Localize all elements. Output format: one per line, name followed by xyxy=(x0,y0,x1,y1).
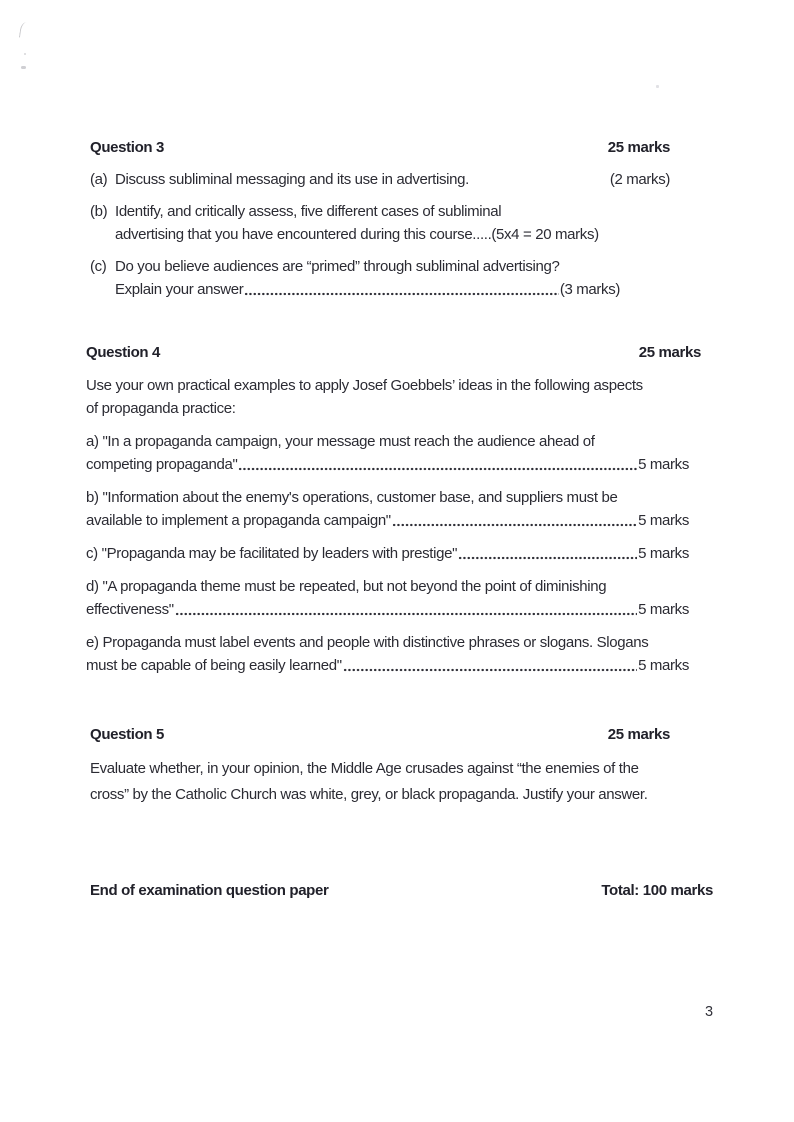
item-a-marks: (2 marks) xyxy=(609,171,670,188)
question-4-total-marks: 25 marks xyxy=(638,344,701,361)
item-b-label: (b) xyxy=(90,203,108,220)
item-c-line-1 xyxy=(86,542,689,565)
item-d-marks: 5 marks xyxy=(638,601,689,618)
item-a-marks: 5 marks xyxy=(638,456,689,473)
item-b-tail: available to implement a propaganda campaign" xyxy=(86,512,391,529)
item-b-line-2: advertising that you have encountered during this course.....(5x4 = 20 marks) xyxy=(115,226,599,243)
item-d-line-2 xyxy=(86,598,689,621)
total-marks-label: Total: 100 marks xyxy=(601,882,713,899)
item-c-line-1: Do you believe audiences are “primed” through subliminal advertising? xyxy=(115,258,560,275)
item-c-marks: (3 marks) xyxy=(559,281,620,298)
item-d-line-1: d) "A propaganda theme must be repeated, but not beyond the point of diminishing xyxy=(86,578,607,595)
item-a-line-1: a) "In a propaganda campaign, your message must reach the audience ahead of xyxy=(86,433,595,450)
q5-line-2: cross” by the Catholic Church was white, grey, or black propaganda. Justify your answer. xyxy=(90,786,648,803)
question-5-title: Question 5 xyxy=(90,726,165,743)
question-4-title: Question 4 xyxy=(86,344,161,361)
item-b-line-1: Identify, and critically assess, five different cases of subliminal xyxy=(115,203,502,220)
question-4-item-d xyxy=(86,575,689,621)
question-3-total-marks: 25 marks xyxy=(607,139,670,156)
question-3-title: Question 3 xyxy=(90,139,165,156)
question-4-item-b xyxy=(86,486,689,532)
item-a-label: (a) xyxy=(90,171,108,188)
question-4-header xyxy=(86,341,701,364)
item-e-marks: 5 marks xyxy=(638,657,689,674)
q5-line-1: Evaluate whether, in your opinion, the Middle Age crusades against “the enemies of the xyxy=(90,760,639,777)
intro-line-1: Use your own practical examples to apply Josef Goebbels’ ideas in the following aspects xyxy=(86,377,643,394)
dot-leader xyxy=(458,542,637,565)
footer xyxy=(90,879,713,902)
item-e-line-1: e) Propaganda must label events and people with distinctive phrases or slogans. Slogans xyxy=(86,634,649,651)
dot-leader xyxy=(244,278,558,301)
item-e-line-2 xyxy=(86,654,689,677)
item-c-marks: 5 marks xyxy=(638,545,689,562)
item-a-tail: competing propaganda" xyxy=(86,456,238,473)
question-3-section xyxy=(90,136,670,301)
item-c-line-2-text: Explain your answer xyxy=(115,281,244,298)
question-4-section xyxy=(86,341,701,677)
item-c-label: (c) xyxy=(90,258,107,275)
question-3-item-b xyxy=(90,200,670,246)
question-3-header xyxy=(90,136,670,159)
item-a-text: Discuss subliminal messaging and its use in advertising. xyxy=(115,171,469,188)
scan-artifact-dash xyxy=(21,66,26,69)
dot-leader xyxy=(238,453,637,476)
item-b-line-2 xyxy=(86,509,689,532)
question-4-intro xyxy=(86,374,701,420)
item-b-line-1: b) "Information about the enemy's operations, customer base, and suppliers must be xyxy=(86,489,618,506)
end-of-paper-label: End of examination question paper xyxy=(90,882,329,899)
dot-leader xyxy=(343,654,637,677)
question-4-item-a xyxy=(86,430,689,476)
item-b-marks: 5 marks xyxy=(638,512,689,529)
item-c-tail: c) "Propaganda may be facilitated by leaders with prestige" xyxy=(86,545,458,562)
question-4-item-e xyxy=(86,631,689,677)
dot-leader xyxy=(392,509,637,532)
scan-artifact-squiggle xyxy=(19,22,29,39)
item-c-line-2 xyxy=(115,278,620,301)
question-5-body xyxy=(90,756,712,808)
scan-artifact-dot xyxy=(24,53,26,55)
dot-leader xyxy=(175,598,637,621)
item-d-tail: effectiveness" xyxy=(86,601,174,618)
question-4-item-c xyxy=(86,542,689,565)
question-5-total-marks: 25 marks xyxy=(607,726,670,743)
question-3-item-a xyxy=(90,168,670,191)
scan-artifact-speck xyxy=(656,85,659,88)
item-a-line-2 xyxy=(86,453,689,476)
question-5-section xyxy=(90,723,712,808)
intro-line-2: of propaganda practice: xyxy=(86,400,236,417)
question-3-item-c xyxy=(90,255,670,301)
item-e-tail: must be capable of being easily learned" xyxy=(86,657,342,674)
page-number: 3 xyxy=(705,1004,713,1020)
question-5-header xyxy=(90,723,670,746)
